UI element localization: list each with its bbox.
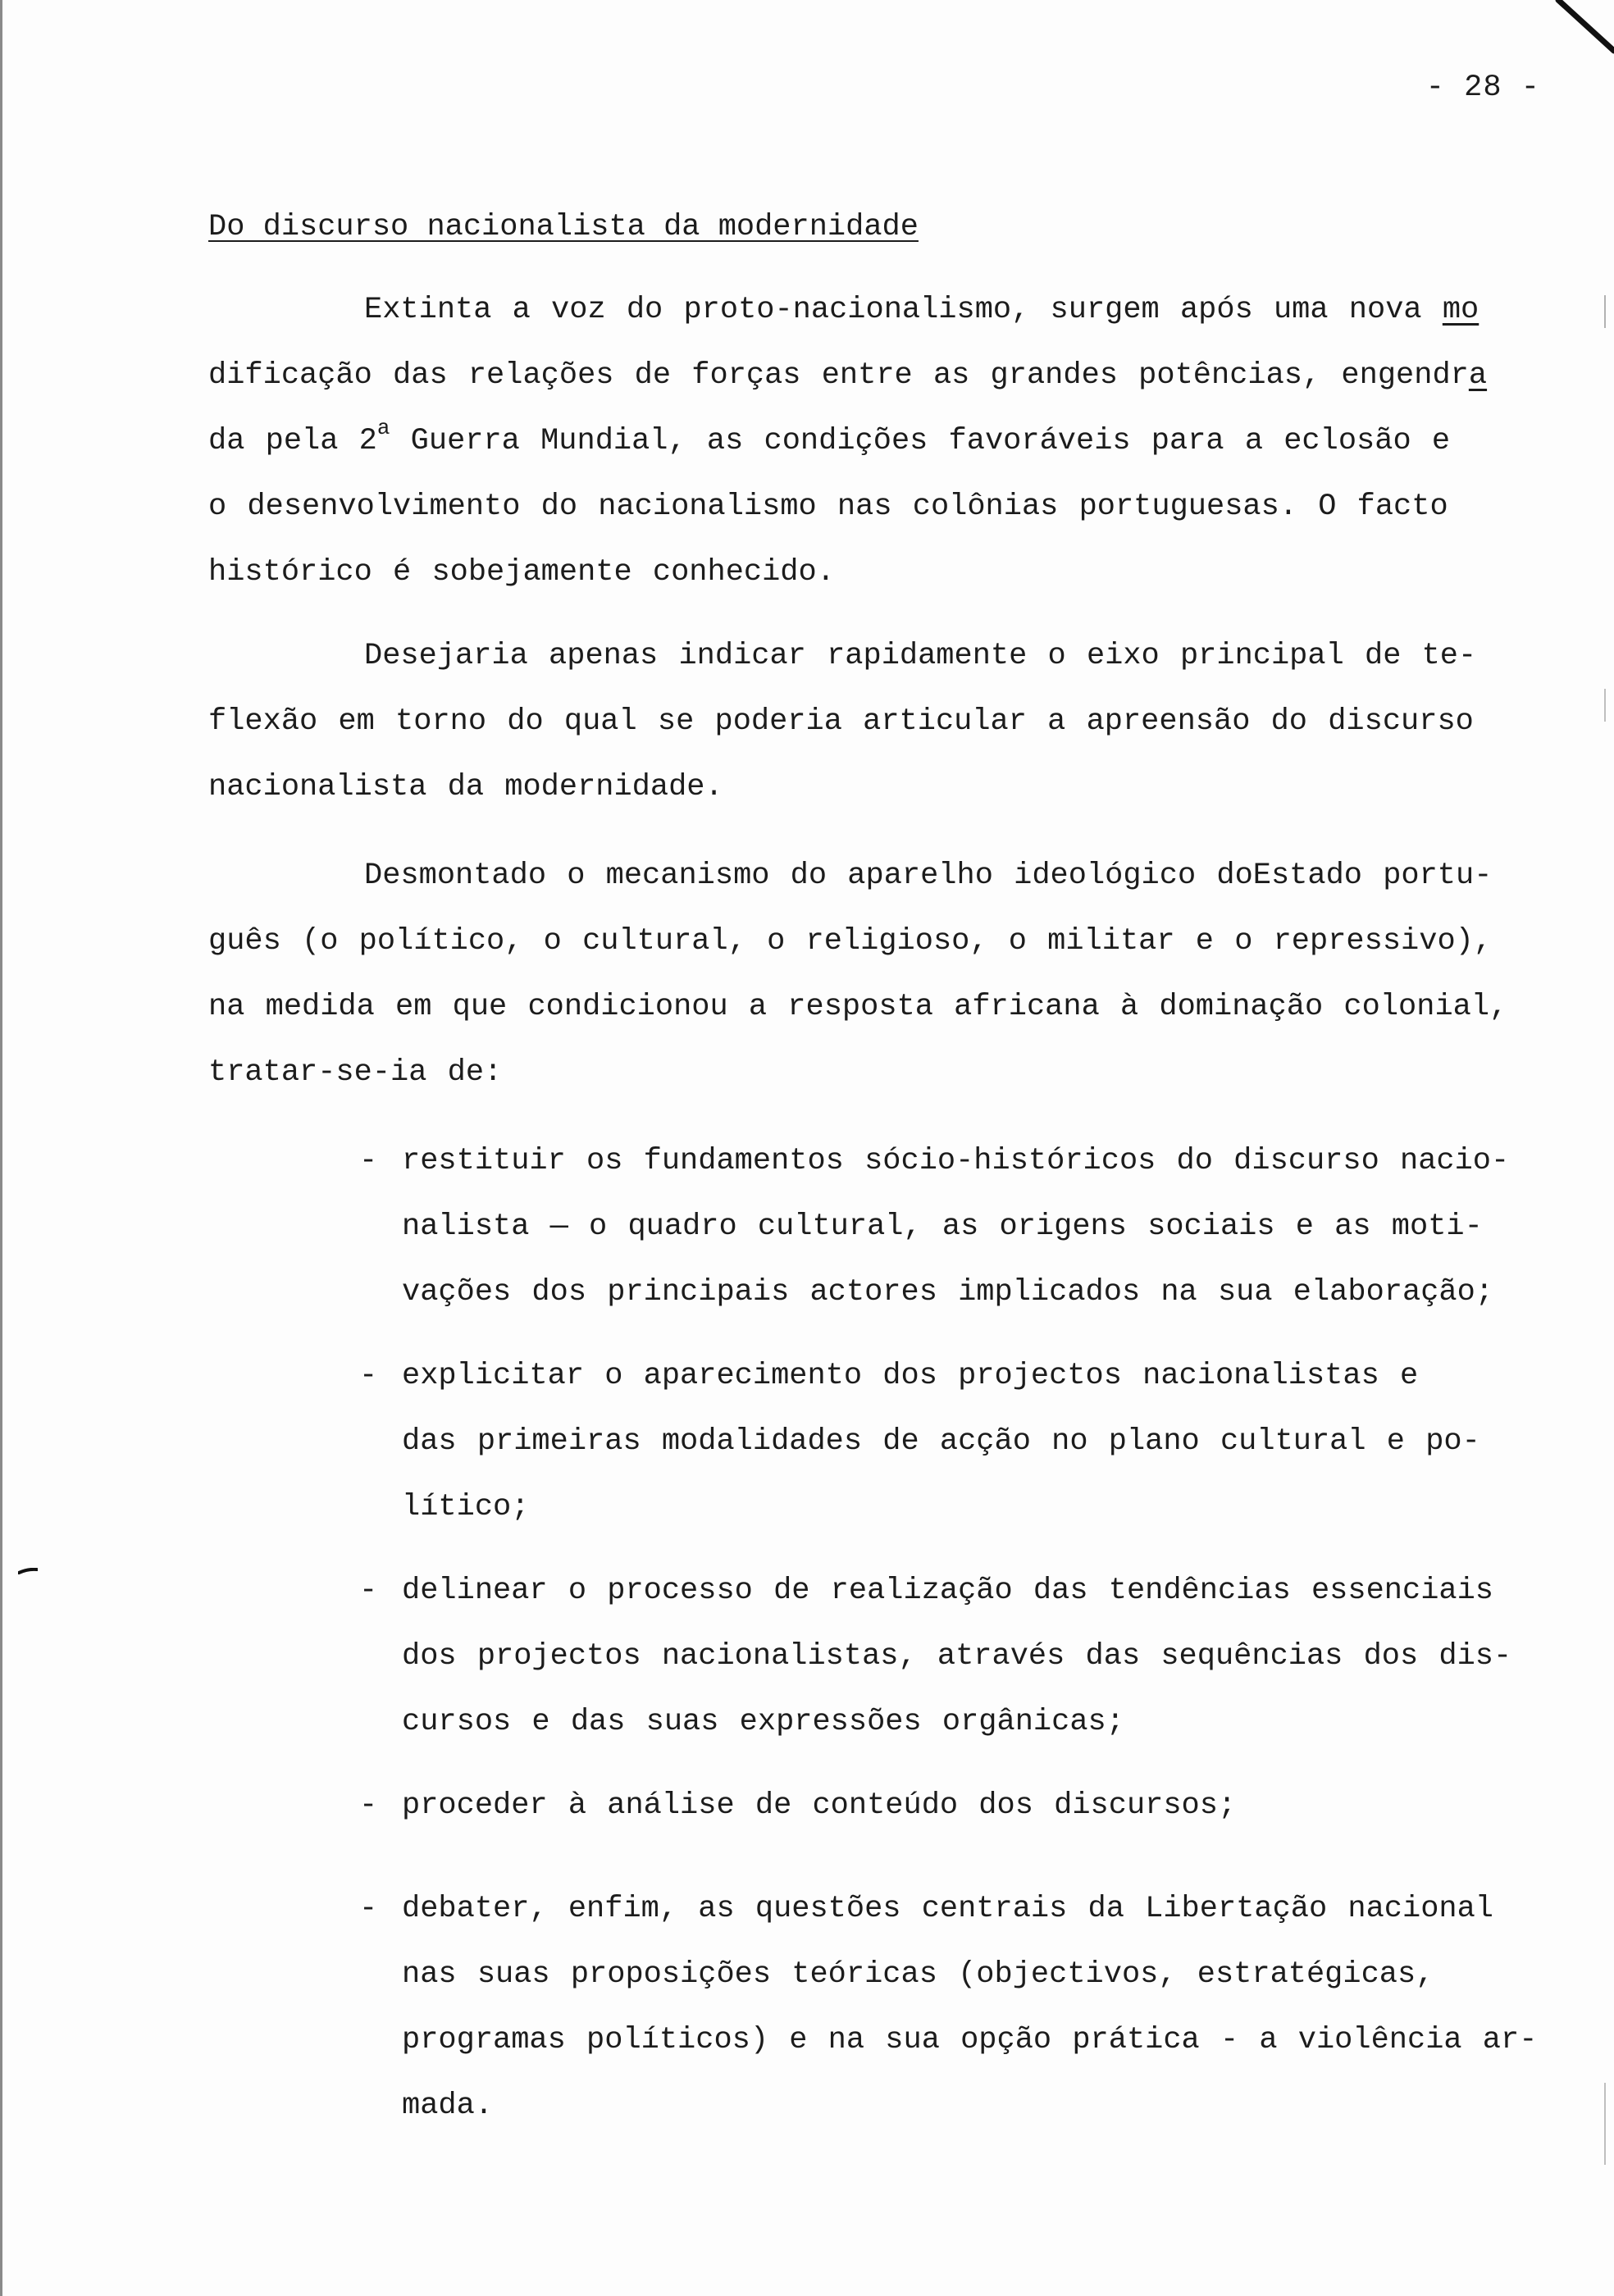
paragraph-line: na medida em que condicionou a resposta africana à dominação colonial, xyxy=(208,990,1508,1024)
list-line: das primeiras modalidades de acção no plano cultural e po- xyxy=(402,1424,1480,1459)
list-dash: - xyxy=(359,1892,378,1926)
list-line: proceder à análise de conteúdo dos discursos; xyxy=(402,1788,1237,1823)
list-line: cursos e das suas expressões orgânicas; xyxy=(402,1705,1124,1739)
list-line: nas suas proposições teóricas (objectivos, estratégicas, xyxy=(402,1957,1434,1992)
list-line: explicitar o aparecimento dos projectos nacionalistas e xyxy=(402,1359,1419,1393)
paragraph-2 xyxy=(208,623,1570,820)
ordinal-superscript: a xyxy=(376,416,390,440)
list-dash: - xyxy=(359,1574,378,1608)
text-run: dificação das relações de forças entre as grandes potências, engendr xyxy=(208,358,1469,393)
paragraph-3 xyxy=(208,843,1570,1105)
margin-ink-mark xyxy=(18,1568,38,1574)
list-item-text xyxy=(402,1558,1511,1755)
text-run: Guerra Mundial, as condições favoráveis para a eclosão e xyxy=(390,424,1451,458)
page-left-edge xyxy=(0,0,2,2296)
paragraph-line: flexão em torno do qual se poderia articular a apreensão do discurso xyxy=(208,704,1474,739)
list-item xyxy=(361,1128,1509,1325)
list-item xyxy=(361,1343,1480,1540)
list-item-text xyxy=(402,1128,1509,1325)
list-line: mada. xyxy=(402,2089,494,2123)
list-line: debater, enfim, as questões centrais da Libertação nacional xyxy=(402,1892,1494,1926)
paragraph-line: Desmontado o mecanismo do aparelho ideológico doEstado portu- xyxy=(364,859,1493,893)
right-margin-specks xyxy=(1603,279,1607,2247)
text-run: da pela 2 xyxy=(208,424,377,458)
paragraph-line xyxy=(208,408,1570,474)
paragraph-line: o desenvolvimento do nacionalismo nas colônias portuguesas. O facto xyxy=(208,490,1448,524)
paragraph-line xyxy=(208,277,1570,343)
list-item xyxy=(361,1773,1236,1838)
paragraph-line: guês (o político, o cultural, o religioso, o militar e o repressivo), xyxy=(208,924,1493,959)
list-item-text xyxy=(402,1876,1537,2139)
list-dash: - xyxy=(359,1788,378,1823)
paragraph-1 xyxy=(208,277,1570,605)
paragraph-line: Desejaria apenas indicar rapidamente o eixo principal de te- xyxy=(364,639,1477,673)
list-item-text xyxy=(402,1343,1480,1540)
list-item xyxy=(361,1876,1537,2139)
list-line: nalista — o quadro cultural, as origens sociais e as moti- xyxy=(402,1210,1483,1244)
section-heading: Do discurso nacionalista da modernidade xyxy=(208,210,919,244)
text-run: Extinta a voz do proto-nacionalismo, surgem após uma nova xyxy=(364,293,1443,327)
paragraph-line: tratar-se-ia de: xyxy=(208,1055,503,1090)
list-line: restituir os fundamentos sócio-históricos do discurso nacio- xyxy=(402,1144,1510,1178)
list-dash: - xyxy=(359,1359,378,1393)
list-line: programas políticos) e na sua opção prática - a violência ar- xyxy=(402,2023,1538,2057)
underlined-syllable: a xyxy=(1468,358,1488,393)
list-line: vações dos principais actores implicados na sua elaboração; xyxy=(402,1275,1494,1310)
list-line: dos projectos nacionalistas, através das sequências dos dis- xyxy=(402,1639,1512,1674)
list-dash: - xyxy=(359,1144,378,1178)
list-item-text xyxy=(402,1773,1236,1838)
list-item xyxy=(361,1558,1511,1755)
page-number: - 28 - xyxy=(1425,71,1540,105)
paragraph-line: histórico é sobejamente conhecido. xyxy=(208,555,835,590)
list-line: lítico; xyxy=(402,1490,530,1524)
list-line: delinear o processo de realização das tendências essenciais xyxy=(402,1574,1494,1608)
paragraph-line: nacionalista da modernidade. xyxy=(208,770,723,804)
paragraph-line xyxy=(208,343,1570,408)
corner-pen-mark xyxy=(1540,0,1614,57)
underlined-syllable: mo xyxy=(1442,293,1480,327)
